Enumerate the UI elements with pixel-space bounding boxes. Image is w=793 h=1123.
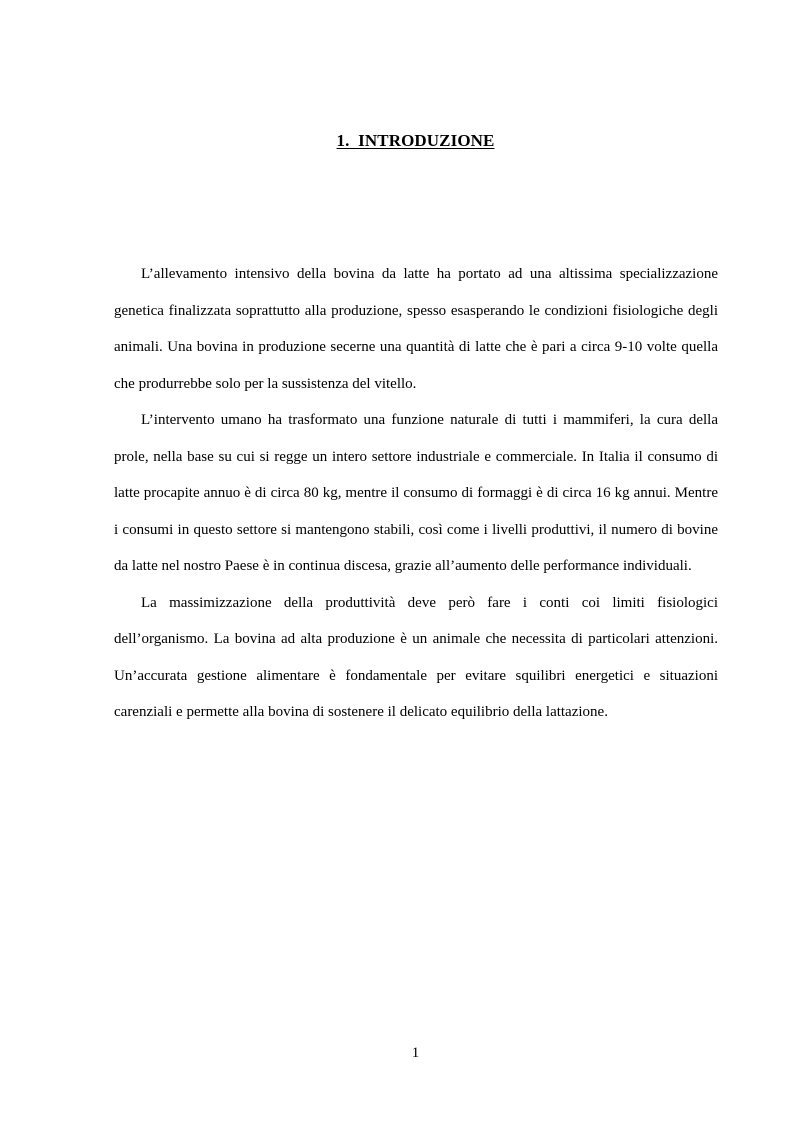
paragraph-3: La massimizzazione della produttività deve però fare i conti coi limiti fisiologici dell’organismo. La bovina ad alta produzione è un animale che necessita di particolari attenzioni. Un’accurata gestione alimentare è fondamentale per evitare squilibri energetici e situazioni carenziali e permette alla bovina di sostenere il delicato equilibrio della lattazione. bbox=[114, 594, 718, 720]
page-title: 1. INTRODUZIONE bbox=[336, 131, 495, 150]
body-text bbox=[114, 256, 718, 731]
page-number: 1 bbox=[411, 1045, 420, 1061]
paragraph-1: L’allevamento intensivo della bovina da latte ha portato ad una altissima specializzazione genetica finalizzata soprattutto alla produzione, spesso esasperando le condizioni fisiologiche degli animali. Una bovina in produzione secerne una quantità di latte che è pari a circa 9-10 volte quella che produrrebbe solo per la sussistenza del vitello. bbox=[114, 266, 718, 392]
paragraph-2: L’intervento umano ha trasformato una funzione naturale di tutti i mammiferi, la cura della prole, nella base su cui si regge un intero settore industriale e commerciale. In Italia il consumo di latte procapite annuo è di circa 80 kg, mentre il consumo di formaggi è di circa 16 kg annui. Mentre i consumi in questo settore si mantengono stabili, così come i livelli produttivi, il numero di bovine da latte nel nostro Paese è in continua discesa, grazie all’aumento delle performance individuali. bbox=[114, 412, 718, 574]
